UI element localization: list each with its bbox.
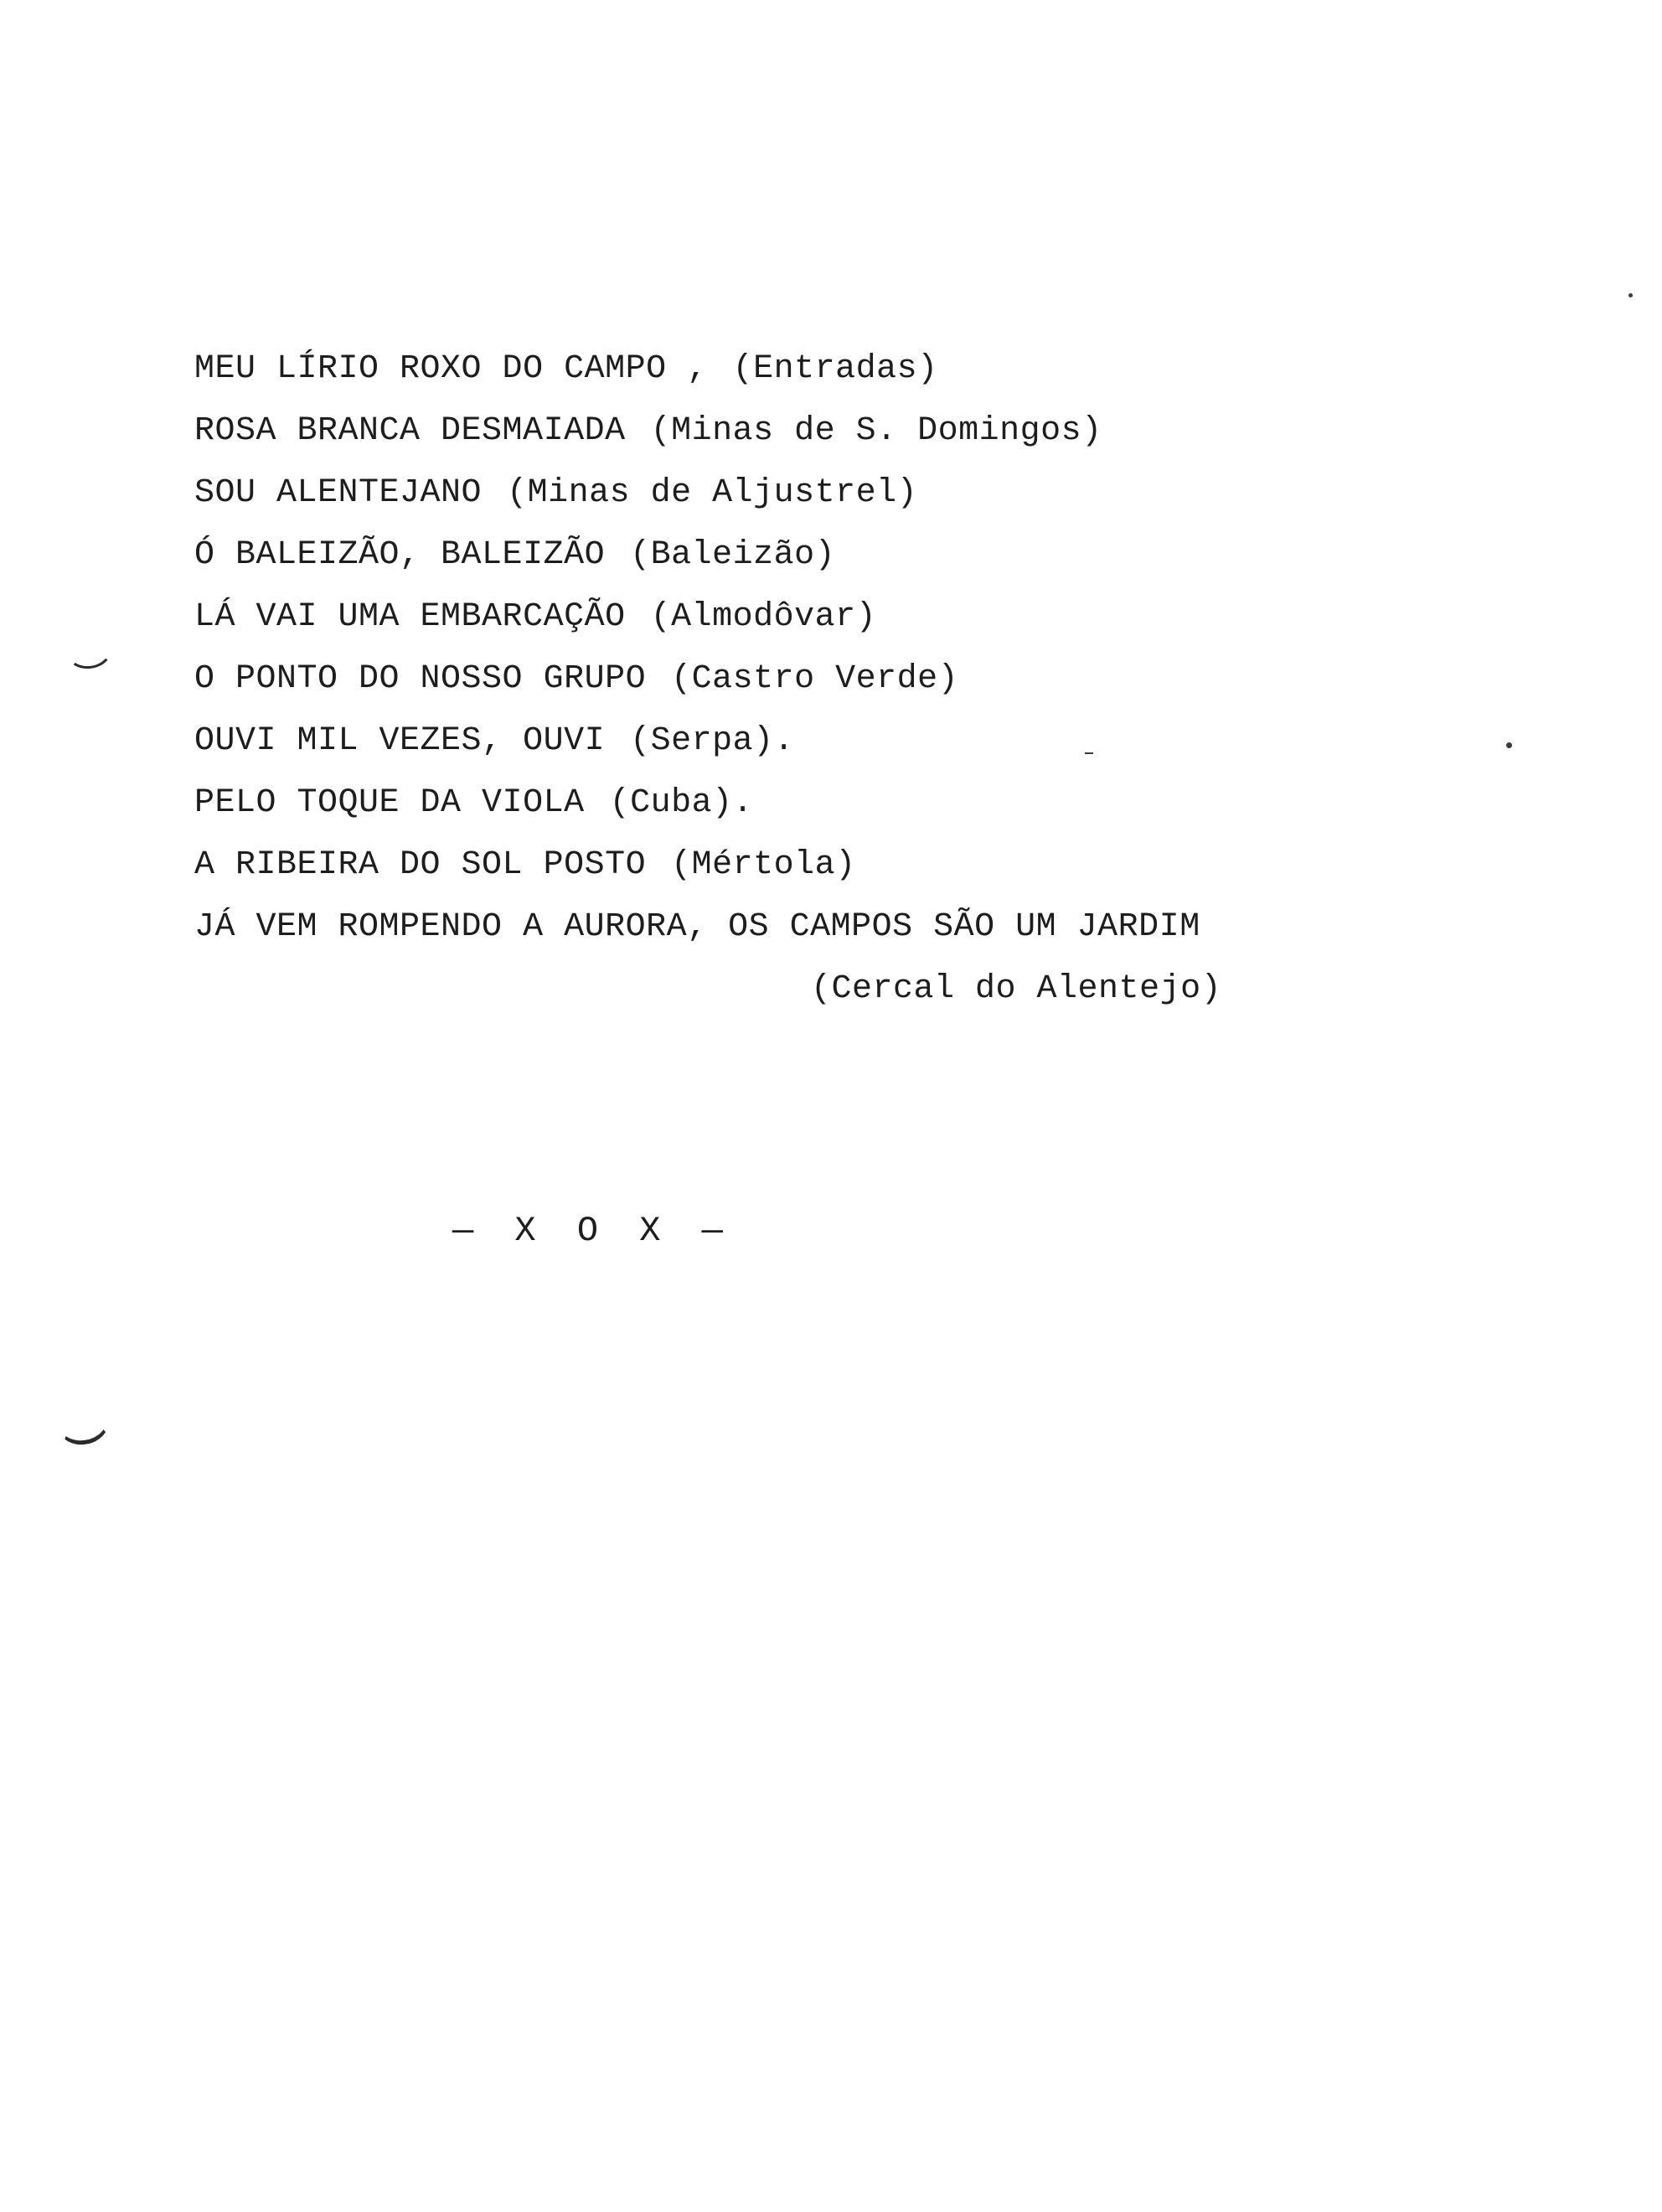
song-line [194,897,1222,1008]
song-title: SOU ALENTEJANO [194,474,483,512]
song-title: OUVI MIL VEZES, OUVI [194,722,606,760]
song-line [194,711,1221,773]
song-line [194,525,1221,587]
ink-speck [1628,293,1633,297]
song-title: JÁ VEM ROMPENDO A AURORA, OS CAMPOS SÃO UM JARDIM [194,908,1200,946]
song-line [194,649,1221,711]
song-title: A RIBEIRA DO SOL POSTO [194,846,647,884]
song-title: O PONTO DO NOSSO GRUPO [194,660,647,698]
song-line [194,463,1221,525]
song-place: (Minas de Aljustrel) [507,474,918,512]
song-place: (Cercal do Alentejo) [811,970,1222,1008]
song-title: ROSA BRANCA DESMAIADA [194,412,626,450]
song-title: PELO TOQUE DA VIOLA [194,784,585,822]
song-title: LÁ VAI UMA EMBARCAÇÃO [194,598,626,636]
section-separator: — X O X — [452,1211,733,1251]
song-place: (Cuba). [609,784,754,822]
ink-speck [1506,742,1512,748]
song-list [194,339,1222,1008]
song-line [194,773,1221,835]
song-line [194,835,1221,897]
song-place: (Mértola) [671,846,856,884]
ink-speck [1085,752,1093,754]
song-place: (Entradas) [732,350,938,388]
song-line [194,339,1221,401]
song-place: (Serpa). [630,722,795,760]
song-line [194,587,1221,649]
song-place: (Baleizão) [630,536,836,574]
song-title: Ó BALEIZÃO, BALEIZÃO [194,536,606,574]
punch-hole-mark [63,627,115,671]
song-line [194,401,1221,463]
song-title: MEU LÍRIO ROXO DO CAMPO , [194,350,708,388]
song-place: (Almodôvar) [650,598,877,636]
song-place: (Castro Verde) [671,660,959,698]
punch-hole-mark [54,1397,112,1449]
song-place: (Minas de S. Domingos) [650,412,1102,450]
